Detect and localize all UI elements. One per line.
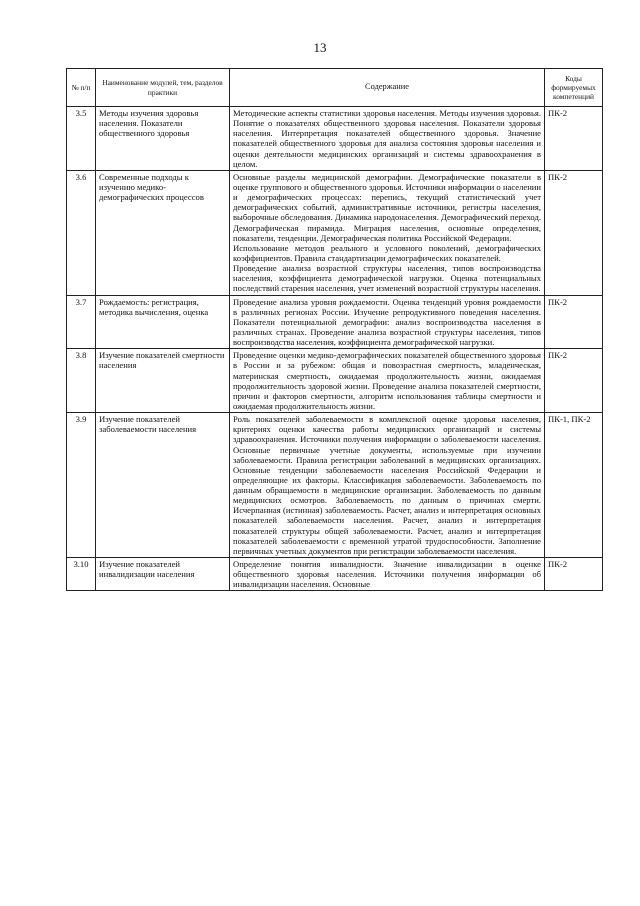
- content-paragraph: Методические аспекты статистики здоровья населения. Методы изучения здоровья. Понятие о показателях общественного здоровья населения. Показатели здоровья населения. Интерпретация показателей общественного здоровья. Значение показателей общественного здоровья для анализа состояния здоровья населения и оценки деятельности медицинских организаций и системы здравоохранения в целом.: [233, 108, 541, 169]
- table-row: [67, 170, 603, 295]
- table-row: [67, 295, 603, 349]
- header-name: Наименование модулей, тем, разделов практики: [96, 69, 230, 107]
- table-row: [67, 107, 603, 171]
- topic-name: Рождаемость: регистрация, методика вычисления, оценка: [96, 295, 230, 349]
- curriculum-table: [66, 68, 603, 591]
- row-number: 3.9: [67, 413, 96, 558]
- topic-content: [230, 349, 545, 413]
- topic-name: Изучение показателей инвалидизации населения: [96, 558, 230, 591]
- competency-codes: ПК-2: [545, 349, 603, 413]
- competency-codes: ПК-2: [545, 170, 603, 295]
- row-number: 3.7: [67, 295, 96, 349]
- header-codes: Коды формируемых компетенций: [545, 69, 603, 107]
- content-paragraph: Определение понятия инвалидности. Значение инвалидизации в оценке общественного здоровья населения. Источники получения информации об инвалидизации населения. Основные: [233, 559, 541, 590]
- content-paragraph: Проведение анализа возрастной структуры населения, типов воспроизводства населения, коэффициента демографической нагрузки. Оценка потенциальных последствий старения населения, учет изменений возрастной структуры населения.: [233, 263, 541, 294]
- table-body: [67, 107, 603, 591]
- content-paragraph: Роль показателей заболеваемости в комплексной оценке здоровья населения, критериях оценки качества работы медицинских организаций и системы здравоохранения. Источники получения информации о заболеваемости населения. Основные первичные учетные документы, используемые при изучении заболеваемости. Правила регистрации заболеваний в медицинских организациях. Основные тенденции заболеваемости населения Российской Федерации и определяющие их факторы. Классификация заболеваемости. Заболеваемость по данным обращаемости в медицинские организации. Заболеваемость по данным медицинских осмотров. Заболеваемость по данным о причинах смерти. Исчерпанная (истинная) заболеваемость. Расчет, анализ и интерпретация основных показателей заболеваемости населения. Расчет, анализ и интерпретация показателей структуры общей заболеваемости. Расчет, анализ и интерпретация показателей заболеваемости с временной утратой трудоспособности. Заполнение первичных учетных документов при регистрации заболеваемости населения.: [233, 414, 541, 556]
- content-paragraph: Использование методов реального и условного поколений, демографических коэффициентов. Правила стандартизации демографических показателей.: [233, 242, 541, 263]
- content-paragraph: Проведение анализа уровня рождаемости. Оценка тенденций уровня рождаемости в различных регионах России. Изучение репродуктивного поведения населения. Показатели потенциальной демографии: анализ воспроизводства населения в различных странах. Проведение анализа возрастной структуры населения, типов воспроизводства населения, коэффициента демографической нагрузки.: [233, 296, 541, 348]
- topic-name: Современные подходы к изучению медико-демографических процессов: [96, 170, 230, 295]
- row-number: 3.8: [67, 349, 96, 413]
- page-number: 13: [313, 40, 327, 55]
- row-number: 3.10: [67, 558, 96, 591]
- topic-content: [230, 295, 545, 349]
- topic-content: [230, 107, 545, 171]
- table-row: [67, 413, 603, 558]
- topic-content: [230, 170, 545, 295]
- table-row: [67, 558, 603, 591]
- row-number: 3.5: [67, 107, 96, 171]
- topic-name: Методы изучения здоровья населения. Показатели общественного здоровья: [96, 107, 230, 171]
- topic-content: [230, 558, 545, 591]
- table-header-row: [67, 69, 603, 107]
- header-num: № п/п: [67, 69, 96, 107]
- row-number: 3.6: [67, 170, 96, 295]
- competency-codes: ПК-2: [545, 107, 603, 171]
- table-row: [67, 349, 603, 413]
- topic-name: Изучение показателей смертности населения: [96, 349, 230, 413]
- header-content: Содержание: [230, 69, 545, 107]
- competency-codes: ПК-2: [545, 558, 603, 591]
- competency-codes: ПК-2: [545, 295, 603, 349]
- competency-codes: ПК-1, ПК-2: [545, 413, 603, 558]
- content-paragraph: Основные разделы медицинской демографии. Демографические показатели в оценке группового и общественного здоровья. Источники информации о населении и демографических процессах: перепись, текущий статистический учет демографических событий, административные источники, регистры населения, выборочные обследования. Динамика народонаселения. Демографический переход. Демографическая пирамида. Миграция населения, основные определения, показатели, тенденции. Демографическая политика Российской Федерации.: [233, 171, 541, 243]
- content-paragraph: Проведение оценки медико-демографических показателей общественного здоровья в России и за рубежом: общая и повозрастная смертность, младенческая, материнская смертность, ожидаемая продолжительность жизни, ожидаемая продолжительность здоровой жизни. Проведение анализа показателей смертности, причин и факторов смертности, алгоритм использования таблицы смертности и ожидаемая продолжительность жизни.: [233, 350, 541, 411]
- topic-content: [230, 413, 545, 558]
- topic-name: Изучение показателей заболеваемости населения: [96, 413, 230, 558]
